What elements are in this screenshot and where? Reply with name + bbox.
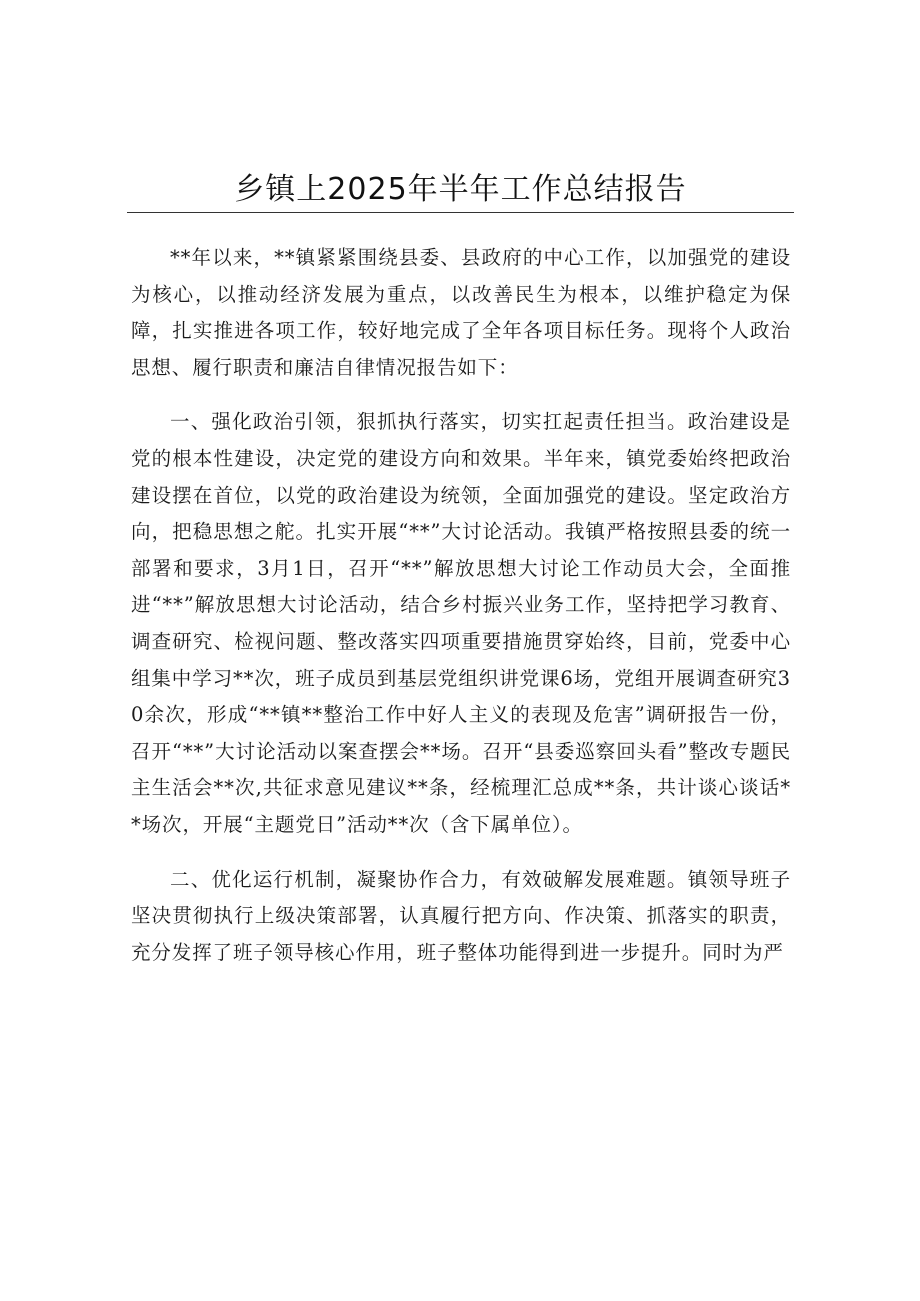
document-body [131, 240, 791, 971]
document-title: 乡镇上2025年半年工作总结报告 [234, 172, 687, 207]
paragraph-section-1: 一、强化政治引领，狠抓执行落实，切实扛起责任担当。政治建设是党的根本性建设，决定党的建设方向和效果。半年来，镇党委始终把政治建设摆在首位，以党的政治建设为统领，全面加强党的建设。坚定政治方向，把稳思想之舵。扎实开展“**”大讨论活动。我镇严格按照县委的统一部署和要求，3月1日，召开“**”解放思想大讨论工作动员大会，全面推进“**”解放思想大讨论活动，结合乡村振兴业务工作，坚持把学习教育、调查研究、检视问题、整改落实四项重要措施贯穿始终，目前，党委中心组集中学习**次，班子成员到基层党组织讲党课6场，党组开展调查研究30余次，形成“**镇**整治工作中好人主义的表现及危害”调研报告一份，召开“**”大讨论活动以案查摆会**场。召开“县委巡察回头看”整改专题民主生活会**次,共征求意见建议**条，经梳理汇总成**条，共计谈心谈话**场次，开展“主题党日”活动**次（含下属单位）。 [131, 410, 791, 836]
paragraph-intro: **年以来，**镇紧紧围绕县委、县政府的中心工作，以加强党的建设为核心，以推动经济发展为重点，以改善民生为根本，以维护稳定为保障，扎实推进各项工作，较好地完成了全年各项目标任务。现将个人政治思想、履行职责和廉洁自律情况报告如下： [131, 246, 791, 379]
paragraph-section-2: 二、优化运行机制，凝聚协作合力，有效破解发展难题。镇领导班子坚决贯彻执行上级决策部署，认真履行把方向、作决策、抓落实的职责，充分发挥了班子领导核心作用，班子整体功能得到进一步提升。同时为严 [131, 867, 791, 964]
title-underline [127, 212, 794, 213]
